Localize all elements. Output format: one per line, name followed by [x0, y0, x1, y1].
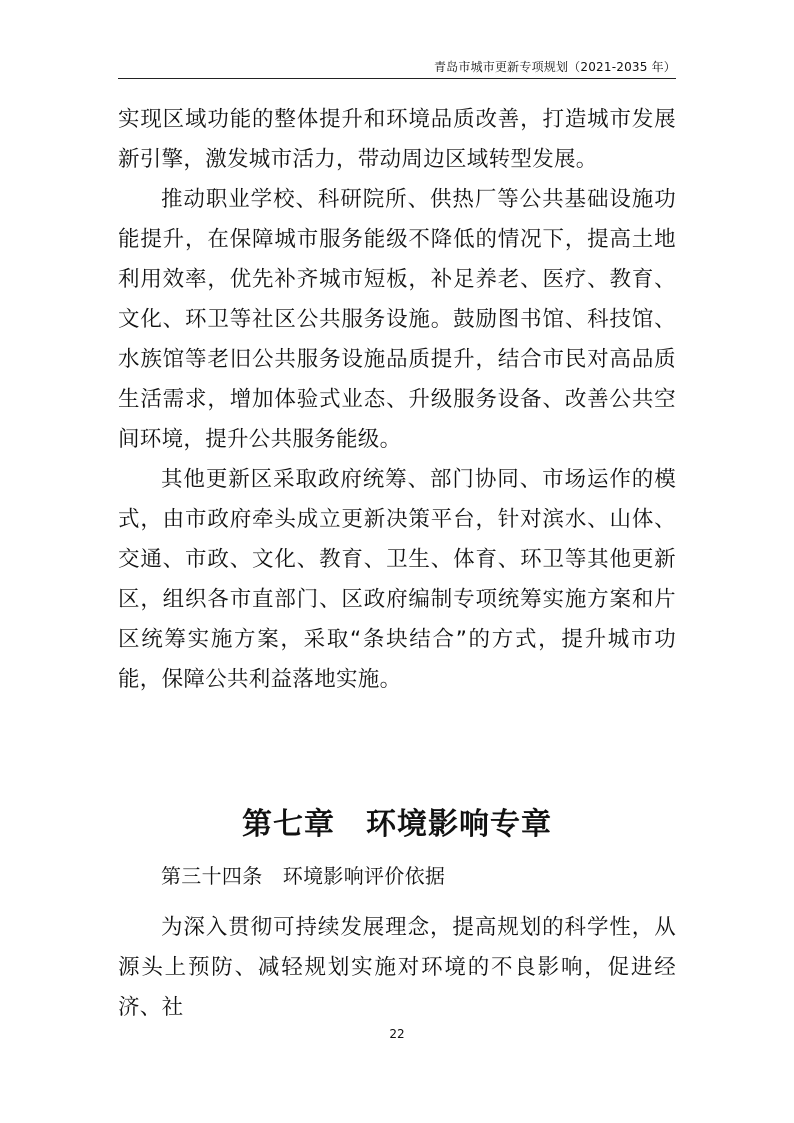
page-header	[118, 58, 676, 79]
paragraph-other-renewal-areas: 其他更新区采取政府统筹、部门协同、市场运作的模式，由市政府牵头成立更新决策平台，针对滨水、山体、交通、市政、文化、教育、卫生、体育、环卫等其他更新区，组织各市直部门、区政府编制专项统筹实施方案和片区统筹实施方案，采取“条块结合”的方式，提升城市功能，保障公共利益落地实施。	[118, 467, 676, 692]
body-text	[118, 100, 676, 700]
body-text-continued	[118, 908, 676, 1028]
article-title: 第三十四条 环境影响评价依据	[161, 864, 446, 888]
header-title: 青岛市城市更新专项规划（2021-2035 年）	[433, 60, 676, 74]
paragraph-public-facilities: 推动职业学校、科研院所、供热厂等公共基础设施功能提升，在保障城市服务能级不降低的情况下，提高土地利用效率，优先补齐城市短板，补足养老、医疗、教育、文化、环卫等社区公共服务设施。鼓励图书馆、科技馆、水族馆等老旧公共服务设施品质提升，结合市民对高品质生活需求，增加体验式业态、升级服务设备、改善公共空间环境，提升公共服务能级。	[118, 187, 676, 452]
page-number: 22	[389, 1027, 405, 1041]
paragraph-environmental-basis: 为深入贯彻可持续发展理念，提高规划的科学性，从源头上预防、减轻规划实施对环境的不良影响，促进经济、社	[118, 915, 676, 1020]
paragraph-continuation: 实现区域功能的整体提升和环境品质改善，打造城市发展新引擎，激发城市活力，带动周边区域转型发展。	[118, 107, 676, 172]
chapter-title: 第七章 环境影响专章	[242, 807, 552, 842]
